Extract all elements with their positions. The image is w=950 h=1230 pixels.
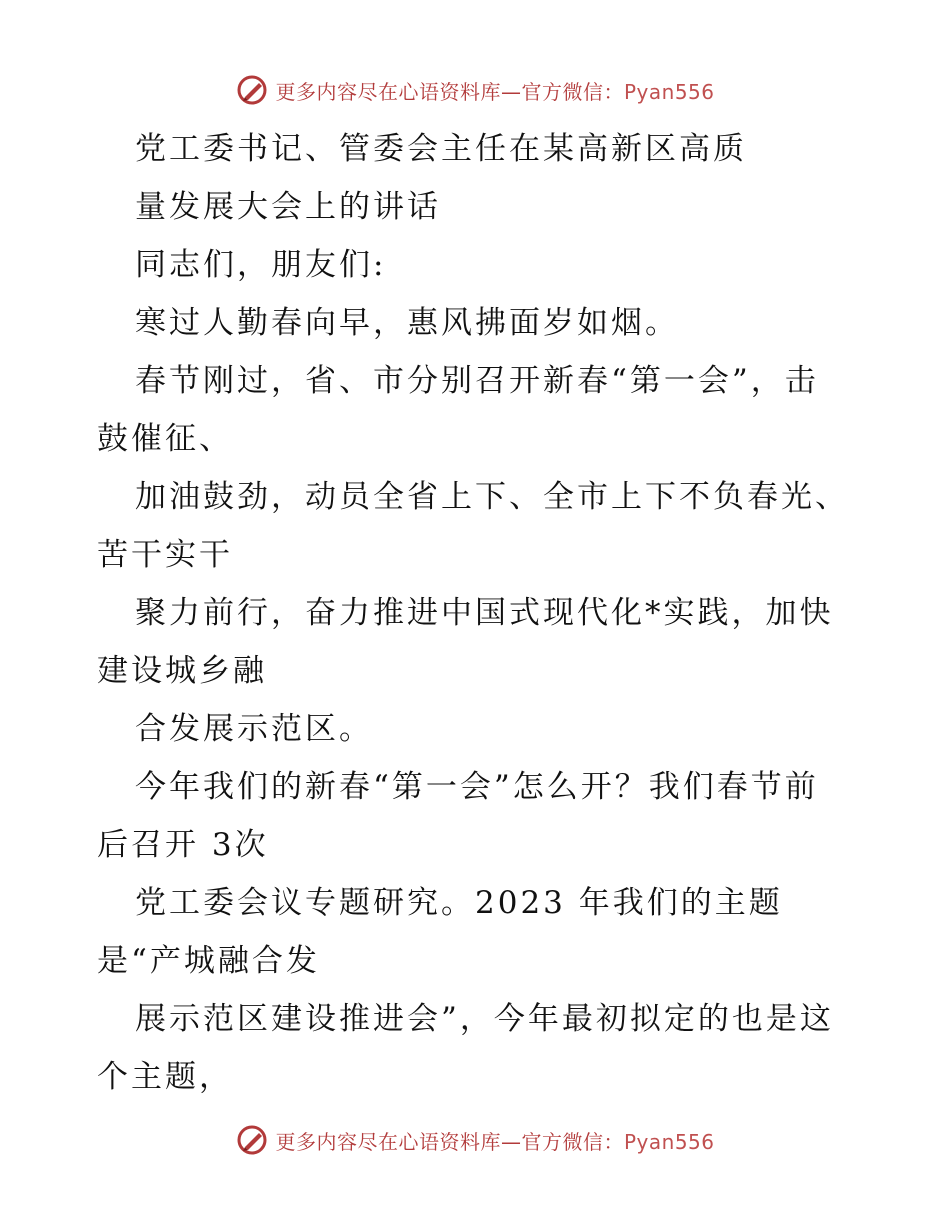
pen-logo-icon (235, 1123, 269, 1157)
pen-logo-icon (235, 73, 269, 107)
text-line: 后召开 3次 (97, 827, 269, 863)
text-line: 是“产城融合发 (97, 943, 320, 979)
text-line: 春节刚过，省、市分别召开新春“第一会”，击 (135, 363, 819, 399)
text-line: 加油鼓劲，动员全省上下、全市上下不负春光、 (135, 479, 849, 515)
text-line: 党工委书记、管委会主任在某高新区高质 (135, 131, 747, 167)
text-line: 聚力前行，奋力推进中国式现代化*实践，加快 (135, 595, 834, 631)
text-line: 量发展大会上的讲话 (135, 189, 441, 225)
document-body (97, 120, 867, 1106)
text-line: 党工委会议专题研究。2023 年我们的主题 (135, 885, 783, 921)
text-line: 个主题， (97, 1059, 233, 1095)
text-line: 苦干实干 (97, 537, 233, 573)
text-line: 展示范区建设推进会”，今年最初拟定的也是这 (135, 1001, 834, 1037)
text-line: 今年我们的新春“第一会”怎么开？我们春节前 (135, 769, 819, 805)
banner-text: 更多内容尽在心语资料库—官方微信：Pyan556 (275, 79, 715, 104)
footer-watermark-banner (0, 1122, 950, 1158)
text-line: 合发展示范区。 (135, 711, 373, 747)
text-line: 寒过人勤春向早，惠风拂面岁如烟。 (135, 305, 679, 341)
text-line: 鼓催征、 (97, 421, 233, 457)
banner-text: 更多内容尽在心语资料库—官方微信：Pyan556 (275, 1129, 715, 1154)
wechat-id: Pyan556 (623, 1129, 715, 1154)
header-watermark-banner (0, 72, 950, 108)
text-line: 建设城乡融 (97, 653, 267, 689)
wechat-id: Pyan556 (623, 79, 715, 104)
text-line: 同志们，朋友们: (135, 247, 387, 283)
